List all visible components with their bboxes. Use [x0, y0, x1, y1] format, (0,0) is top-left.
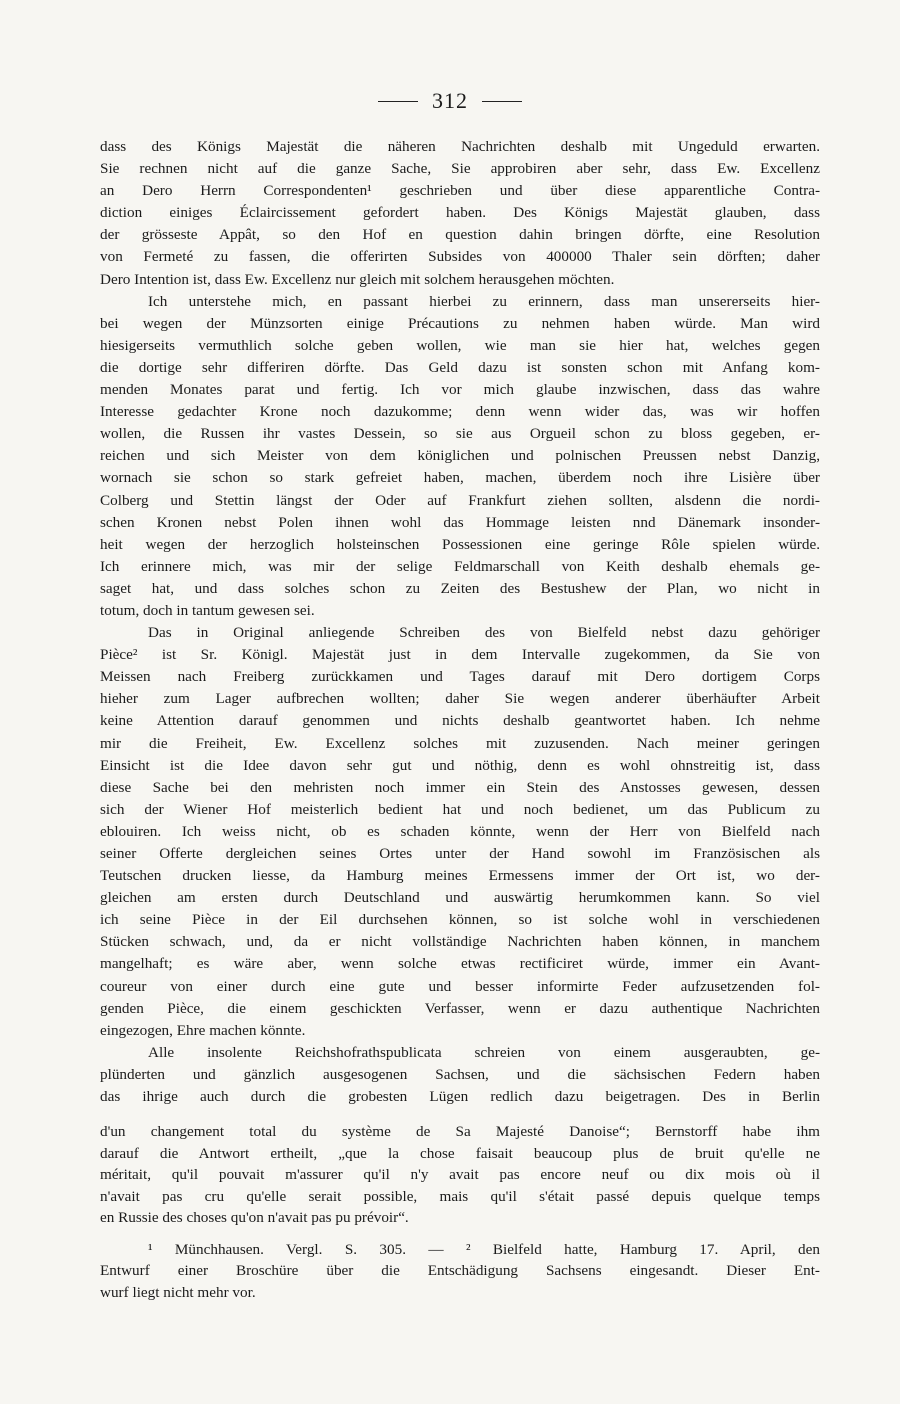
- text-line: Meissen nach Freiberg zurückkamen und Tages darauf mit Dero dortigem Corps: [100, 668, 820, 686]
- text-line: Stücken schwach, und, da er nicht vollständige Nachrichten haben können, in manchem: [100, 933, 820, 951]
- text-line: mir die Freiheit, Ew. Excellenz solches mit zuzusenden. Nach meiner geringen: [100, 734, 820, 752]
- text-line: seiner Offerte dergleichen seines Ortes unter der Hand sowohl im Französischen als: [100, 845, 820, 862]
- text-line: sich der Wiener Hof meisterlich bedient hat und noch bedienet, um das Publicum zu: [100, 800, 820, 818]
- footnote-line: d'un changement total du système de Sa Majesté Danoise“; Bernstorff habe ihm: [100, 1123, 820, 1140]
- text-line: Colberg und Stettin längst der Oder auf Frankfurt ziehen sollten, alsdenn die nordi-: [100, 491, 820, 509]
- text-line: wornach sie schon so stark gefreiet haben, machen, überdem noch ihre Lisière über: [100, 469, 820, 487]
- page-header: [0, 88, 900, 114]
- header-rule-left: [378, 101, 418, 102]
- text-line: hiesigerseits vermuthlich solche geben wollen, wie man sie hier hat, welches gegen: [100, 336, 820, 354]
- text-line: bei wegen der Münzsorten einige Précautions zu nehmen haben würde. Man wird: [100, 314, 820, 332]
- text-line: dass des Königs Majestät die näheren Nachrichten deshalb mit Ungeduld erwarten.: [100, 138, 820, 155]
- text-line: ich seine Pièce in der Eil durchsehen können, so ist solche wohl in verschiedenen: [100, 911, 820, 929]
- text-line: genden Pièce, die einem geschickten Verfasser, wenn er dazu authentique Nachrichten: [100, 999, 820, 1017]
- text-line: diction einiges Éclaircissement gefordert haben. Des Königs Majestät glauben, dass: [100, 204, 820, 222]
- main-text: [100, 136, 820, 1108]
- text-line: das ihrige auch durch die grobesten Lügen redlich dazu beigetragen. Des in Berlin: [100, 1088, 820, 1106]
- text-line: Pièce² ist Sr. Königl. Majestät just in dem Intervalle zugekommen, da Sie von: [100, 646, 820, 664]
- text-line: Dero Intention ist, dass Ew. Excellenz nur gleich mit solchem herausgehen möchten.: [100, 270, 615, 288]
- text-line: Sie rechnen nicht auf die ganze Sache, Sie approbiren aber sehr, dass Ew. Excellenz: [100, 160, 820, 178]
- text-line: Interesse gedachter Krone noch dazukomme; denn wenn wider das, was wir hoffen: [100, 403, 820, 421]
- text-line: diese Sache bei den mehristen noch immer ein Stein des Anstosses gewesen, dessen: [100, 778, 820, 796]
- page-number: 312: [432, 88, 468, 113]
- text-line: eingezogen, Ehre machen könnte.: [100, 1021, 306, 1039]
- header-rule-right: [482, 101, 522, 102]
- text-line: von Fermeté zu fassen, die offerirten Subsides von 400000 Thaler sein dörften; daher: [100, 248, 820, 266]
- text-line: coureur von einer durch eine gute und besser informirte Feder aufzusetzenden fol-: [100, 977, 820, 995]
- footnote-line: wurf liegt nicht mehr vor.: [100, 1283, 256, 1301]
- text-line: an Dero Herrn Correspondenten¹ geschrieben und über diese apparentliche Contra-: [100, 182, 820, 200]
- text-line: der grösseste Appât, so den Hof en question dahin bringen dörfte, eine Resolution: [100, 226, 820, 244]
- text-line: saget hat, und dass solches schon zu Zeiten des Bestushew der Plan, wo nicht in: [100, 579, 820, 597]
- text-line: eblouiren. Ich weiss nicht, ob es schaden könnte, wenn der Herr von Bielfeld nach: [100, 822, 820, 840]
- text-line: heit wegen der herzoglich holsteinschen Possessionen eine geringe Rôle spielen würde.: [100, 535, 820, 553]
- footnote-line: en Russie des choses qu'on n'avait pas pu prévoir“.: [100, 1209, 409, 1226]
- text-line: menden Monates parat und fertig. Ich vor mich glaube inzwischen, dass das wahre: [100, 381, 820, 399]
- text-line: gleichen am ersten durch Deutschland und auswärtig herumkommen kann. So viel: [100, 889, 820, 907]
- footnote-line: n'avait pas cru qu'elle serait possible, mais qu'il s'était passé depuis quelque temps: [100, 1187, 820, 1205]
- text-line: Ich erinnere mich, was mir der selige Feldmarschall von Keith deshalb ehemals ge-: [100, 557, 820, 575]
- text-line: wollen, die Russen ihr vastes Dessein, so sie aus Orgueil schon zu bloss gegeben, er-: [100, 425, 820, 443]
- text-line: hieher zum Lager aufbrechen wollten; daher Sie wegen anderer überhäufter Arbeit: [100, 690, 820, 708]
- text-line: Einsicht ist die Idee davon sehr gut und nöthig, denn es wohl ohnstreitig ist, dass: [100, 756, 820, 774]
- text-line: Teutschen drucken liesse, da Hamburg meines Ermessens immer der Ort ist, wo der-: [100, 867, 820, 885]
- text-line: Alle insolente Reichshofrathspublicata schreien von einem ausgeraubten, ge-: [148, 1043, 820, 1061]
- text-line: totum, doch in tantum gewesen sei.: [100, 601, 315, 619]
- text-line: plünderten und gänzlich ausgesogenen Sachsen, und die sächsischen Federn haben: [100, 1065, 820, 1083]
- footnote-line: darauf die Antwort ertheilt, „que la chose faisait beaucoup plus de bruit qu'elle ne: [100, 1144, 820, 1162]
- footnotes: [100, 1121, 820, 1303]
- text-line: die dortige sehr differiren dörfte. Das Geld dazu ist sonsten schon mit Anfang kom-: [100, 358, 820, 376]
- text-line: Das in Original anliegende Schreiben des von Bielfeld nebst dazu gehöriger: [148, 624, 820, 642]
- footnote-line: méritait, qu'il pouvait m'assurer qu'il n'y avait pas encore neuf ou dix mois où il: [100, 1166, 820, 1183]
- footnote-line: Entwurf einer Broschüre über die Entschädigung Sachsens eingesandt. Dieser Ent-: [100, 1262, 820, 1279]
- footnote-line: ¹ Münchhausen. Vergl. S. 305. — ² Bielfeld hatte, Hamburg 17. April, den: [148, 1240, 820, 1258]
- text-line: schen Kronen nebst Polen ihnen wohl das Hommage leisten nnd Dänemark insonder-: [100, 513, 820, 531]
- text-line: Ich unterstehe mich, en passant hierbei zu erinnern, dass man unsererseits hier-: [148, 292, 820, 310]
- text-line: reichen und sich Meister von dem königlichen und polnischen Preussen nebst Danzig,: [100, 447, 820, 465]
- text-line: mangelhaft; es wäre aber, wenn solche etwas rectificiret würde, immer ein Avant-: [100, 955, 820, 973]
- text-line: keine Attention darauf genommen und nichts deshalb geantwortet haben. Ich nehme: [100, 712, 820, 730]
